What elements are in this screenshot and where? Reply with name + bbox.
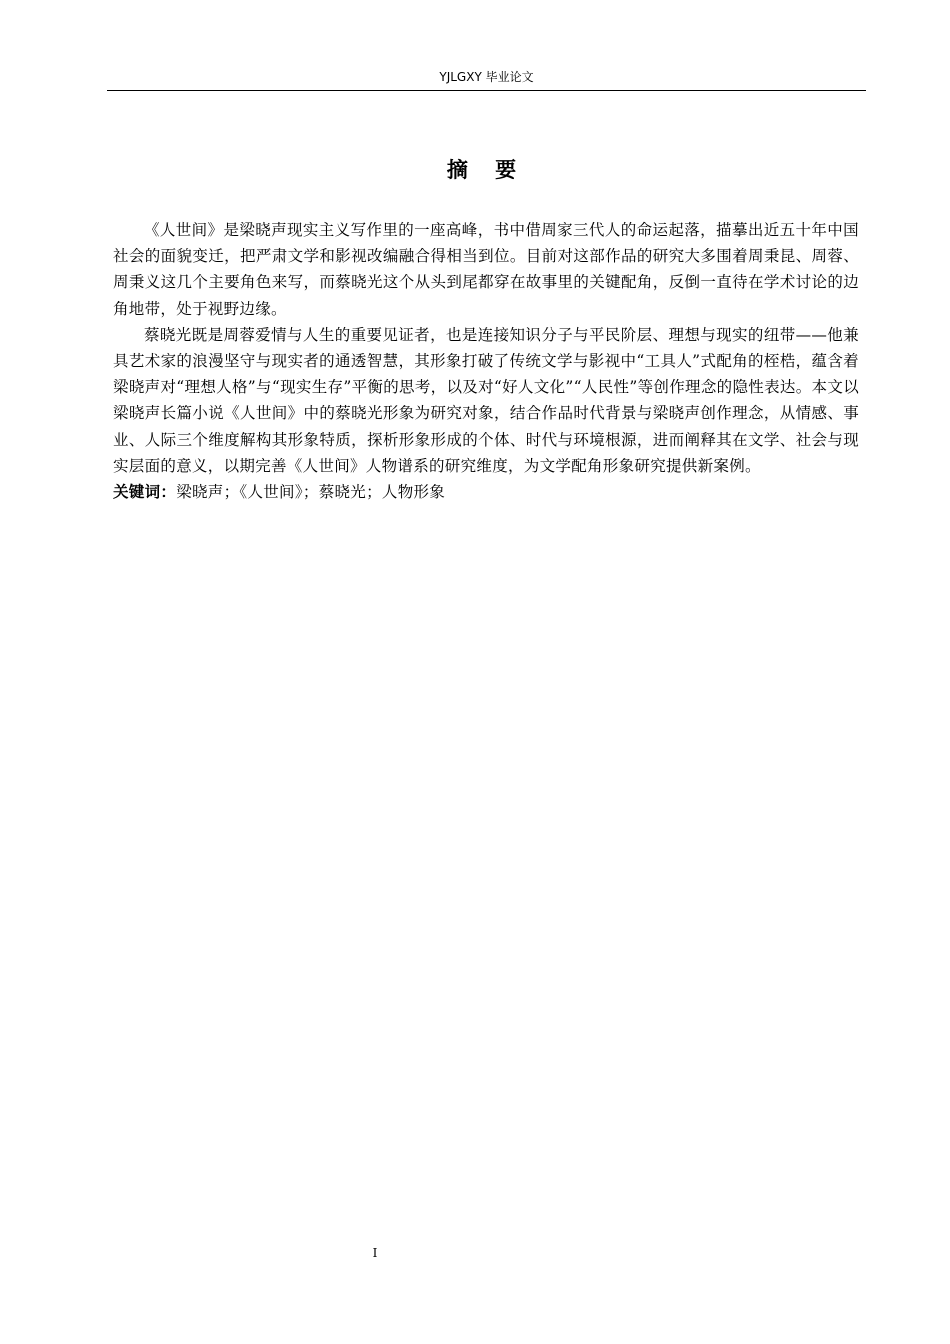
abstract-body: [113, 217, 859, 505]
header-text: YJLGXY 毕业论文: [439, 70, 534, 84]
abstract-paragraph-2: 蔡晓光既是周蓉爱情与人生的重要见证者，也是连接知识分子与平民阶层、理想与现实的纽带——他兼具艺术家的浪漫坚守与现实者的通透智慧，其形象打破了传统文学与影视中“工具人”式配角的桎梏，蕴含着梁晓声对“理想人格”与“现实生存”平衡的思考，以及对“好人文化”“人民性”等创作理念的隐性表达。本文以梁晓声长篇小说《人世间》中的蔡晓光形象为研究对象，结合作品时代背景与梁晓声创作理念，从情感、事业、人际三个维度解构其形象特质，探析形象形成的个体、时代与环境根源，进而阐释其在文学、社会与现实层面的意义，以期完善《人世间》人物谱系的研究维度，为文学配角形象研究提供新案例。: [113, 325, 859, 475]
page-header: [107, 70, 866, 91]
keywords-label: 关键词：: [113, 483, 177, 502]
page-number: I: [372, 1246, 378, 1260]
abstract-title: 摘 要: [446, 158, 527, 182]
keywords-value: 梁晓声；《人世间》；蔡晓光；人物形象: [176, 483, 446, 502]
abstract-paragraph-1: 《人世间》是梁晓声现实主义写作里的一座高峰，书中借周家三代人的命运起落，描摹出近五十年中国社会的面貌变迁，把严肃文学和影视改编融合得相当到位。目前对这部作品的研究大多围着周秉昆、周蓉、周秉义这几个主要角色来写，而蔡晓光这个从头到尾都穿在故事里的关键配角，反倒一直待在学术讨论的边角地带，处于视野边缘。: [113, 221, 859, 318]
keywords-line: [113, 479, 859, 505]
